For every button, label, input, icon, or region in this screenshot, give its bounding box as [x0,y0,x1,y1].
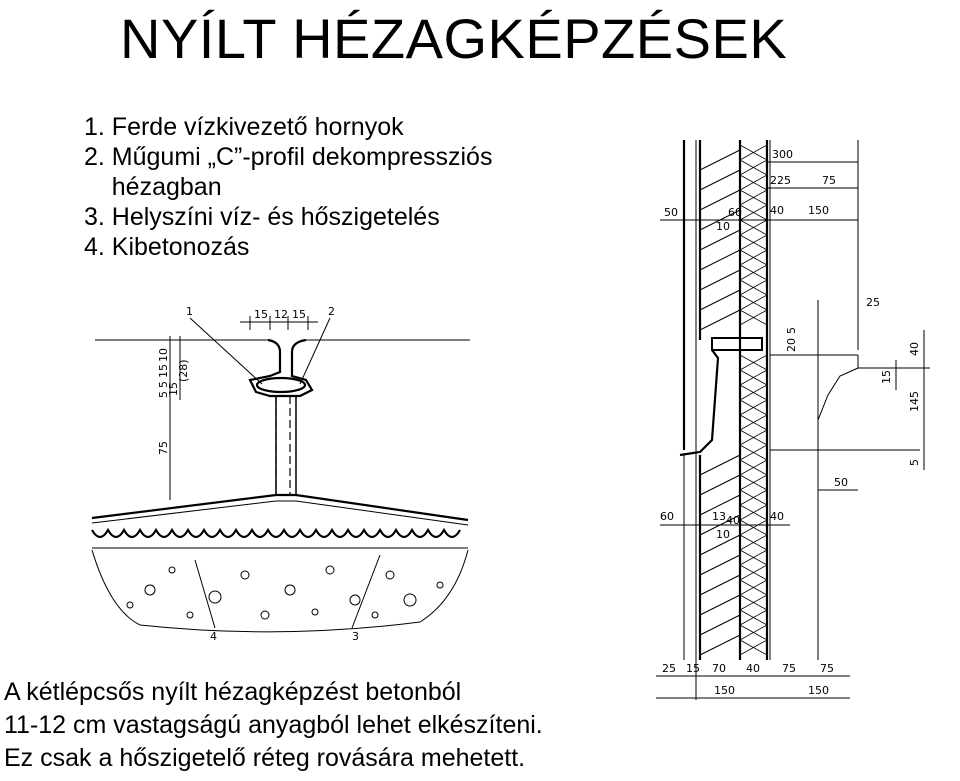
dim-25-bottom: 25 [662,662,676,675]
dim-150-bottom-b: 150 [808,684,829,697]
page-title: NYÍLT HÉZAGKÉPZÉSEK [120,7,788,70]
top-dim-15b: 15 [292,308,306,321]
hatch-lower [700,455,740,655]
dim-60: 60 [728,206,742,219]
aggregate-pattern [127,566,443,619]
dim-75: 75 [822,174,836,187]
dim-10-low: 10 [716,528,730,541]
dim-25: 25 [866,296,880,309]
dim-150-bottom-a: 150 [714,684,735,697]
dim-5-right: 5 [908,459,921,466]
label-1: 1 [186,305,193,318]
dim-150: 150 [808,204,829,217]
label-2: 2 [328,305,335,318]
dim-13: 13 [712,510,726,523]
leader-3 [352,555,380,628]
insulation-crosshatch [740,145,767,655]
dim-10: 10 [716,220,730,233]
slab-edge [818,355,858,450]
dim-75-bottom-a: 75 [782,662,796,675]
label-3: 3 [352,630,359,643]
vert-dim-5b: 5 [157,391,170,398]
left-joint-drawing [92,305,470,643]
list-item: 2. Műgumi „C”-profil dekompressziós [84,143,493,171]
label-4: 4 [210,630,217,643]
dim-50: 50 [664,206,678,219]
vert-dim-5a: 5 [157,381,170,388]
dim-50-mid: 50 [834,476,848,489]
vert-dim-75: 75 [157,441,170,455]
c-profile-gasket [257,378,305,392]
fill-outline [92,550,468,632]
dim-15-right: 15 [880,370,893,384]
dim-5: 5 [785,327,798,334]
dim-40: 40 [770,204,784,217]
vert-dim-10: 10 [157,348,170,362]
dim-40-bottom: 40 [746,662,760,675]
description-note [4,676,543,775]
insulation-top-inner [92,501,468,525]
dim-70-bottom: 70 [712,662,726,675]
list-item: hézagban [84,173,222,201]
dim-40-low-b: 40 [770,510,784,523]
right-section-drawing [656,140,930,700]
list-item: 3. Helyszíni víz- és hőszigetelés [84,203,440,231]
top-dim-12: 12 [274,308,288,321]
leader-2 [300,318,330,384]
note-line: Ez csak a hőszigetelő réteg rovására mehetett. [4,744,526,772]
leader-1 [190,318,262,384]
corrugated-layer [92,530,460,537]
vert-dim-15: 15 [157,364,170,378]
list-item: 4. Kibetonozás [84,233,250,261]
dim-300: 300 [772,148,793,161]
vert-dim-15b: 15 [167,382,180,396]
dim-20: 20 [785,338,798,352]
leader-4 [195,560,215,628]
vert-dim-28: (28) [177,359,190,382]
dim-145: 145 [908,391,921,412]
dim-40-right: 40 [908,342,921,356]
dim-60-low: 60 [660,510,674,523]
dim-15-bottom: 15 [686,662,700,675]
joint-gasket [712,338,762,350]
joint-drain [680,350,718,455]
note-line: A kétlépcsős nyílt hézagképzést betonból [4,678,462,706]
dim-40-low: 40 [726,514,740,527]
dim-75-bottom-b: 75 [820,662,834,675]
note-line: 11-12 cm vastagságú anyagból lehet elkészíteni. [4,711,543,739]
top-dim-15a: 15 [254,308,268,321]
hatch-upper [700,150,740,330]
list-item: 1. Ferde vízkivezető hornyok [84,113,404,141]
dim-225: 225 [770,174,791,187]
